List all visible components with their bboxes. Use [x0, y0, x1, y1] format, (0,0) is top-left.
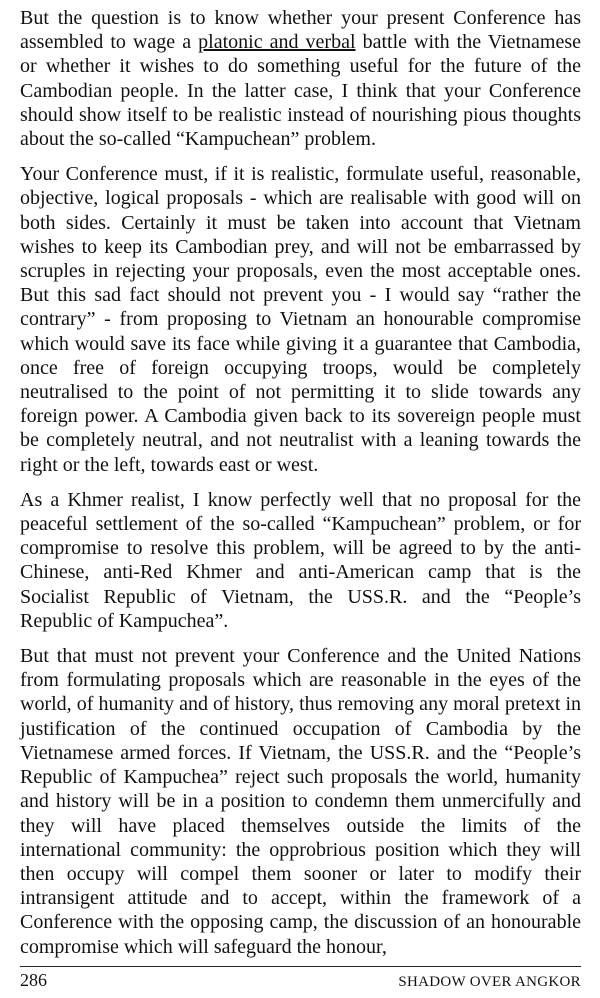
page-body	[20, 6, 581, 970]
footer-rule	[20, 966, 581, 967]
paragraph-2: Your Conference must, if it is realistic, formulate useful, reasonable, objective, logical proposals - which are realisable with good will on both sides. Certainly it must be taken into account that Vietnam wishes to keep its Cambodian prey, and will not be embarrassed by scruples in rejecting your proposals, even the most acceptable ones. But this sad fact should not prevent you - I would say “rather the contrary” - from proposing to Vietnam an honourable compromise which would save its face while giving it a guarantee that Cambodia, once free of foreign occupying troops, would be completely neutralised to the point of not permitting it to slide towards any foreign power. A Cambodia given back to its sovereign people must be completely neutral, and not neutralist with a leaning towards the right or the left, towards east or west.	[20, 163, 581, 476]
paragraph-1-rest: battle with the Vietnamese or whether it wishes to do something useful for the future of the Cambodian people. In the latter case, I think that your Conference should show itself to be realistic instead of nourishing pious thoughts about the so-called “Kampuchean” problem.	[20, 31, 581, 151]
paragraph-1-lead: But the question is to know whether your present Conference has assembled to wage a	[20, 7, 581, 54]
paragraph-4: But that must not prevent your Conference and the United Nations from formulating proposals which are reasonable in the eyes of the world, of humanity and of history, thus removing any moral pretext in justification of the continued occupation of Cambodia by the Vietnamese armed forces. If Vietnam, the USS.R. and the “People’s Republic of Kampuchea” reject such proposals the world, humanity and history will be in a position to condemn them unmercifully and they will have placed themselves outside the limits of the international community: the opprobrious position which they will then occupy will compel them sooner or later to modify their intransigent attitude and to accept, within the framework of a Conference with the opposing camp, the discussion of an honourable compromise which will safeguard the honour,	[20, 645, 581, 958]
page-number: 286	[20, 970, 47, 990]
underlined-phrase: platonic and verbal	[198, 31, 356, 54]
paragraph-3: As a Khmer realist, I know perfectly well that no proposal for the peaceful settlement of the so-called “Kampuchean” problem, or for compromise to resolve this problem, will be agreed to by the anti-Chinese, anti-Red Khmer and anti-American camp that is the Socialist Republic of Vietnam, the USS.R. and the “People’s Republic of Kampuchea”.	[20, 488, 581, 632]
page-footer	[20, 970, 581, 991]
running-title: SHADOW OVER ANGKOR	[398, 974, 581, 990]
paragraph-1	[20, 6, 581, 151]
